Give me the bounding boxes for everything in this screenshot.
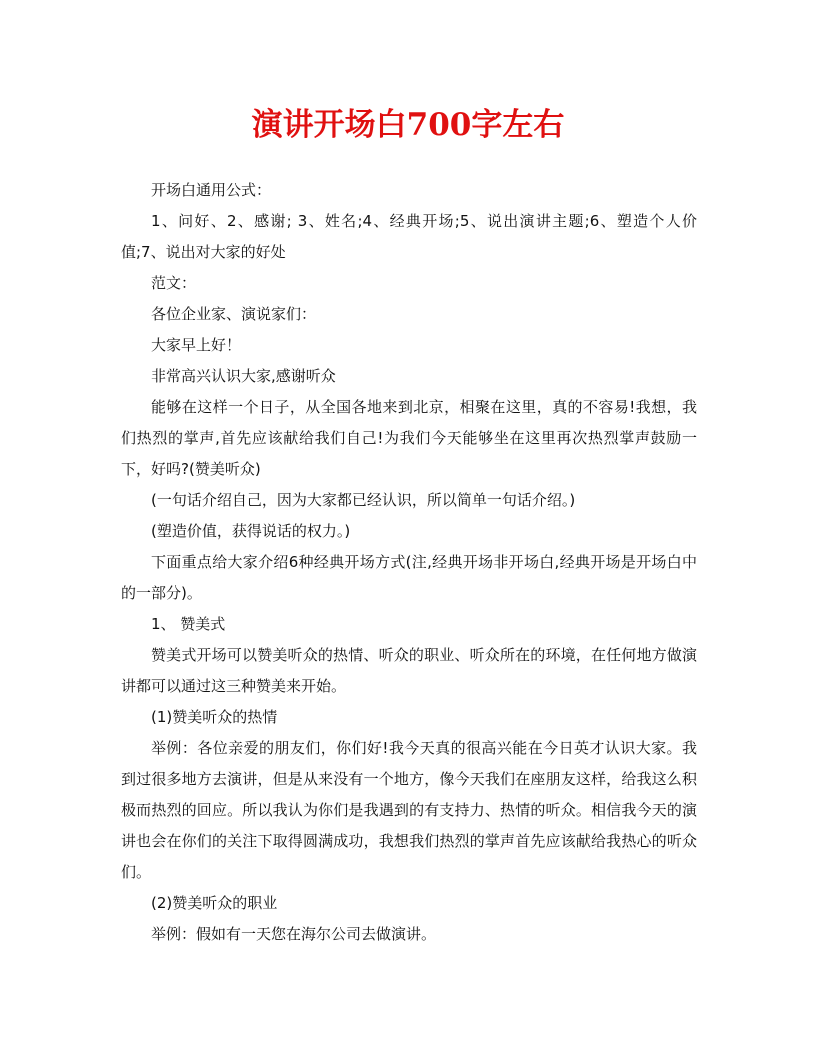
paragraph-profession-example: 举例：假如有一天您在海尔公司去做演讲。 [151, 925, 437, 943]
document-title: 演讲开场白700字左右 [251, 107, 565, 143]
paragraph-praise-enthusiasm: (1)赞美听众的热情 [151, 708, 278, 726]
paragraph-formula-heading: 开场白通用公式： [151, 181, 272, 199]
paragraph-praise-description: 赞美式开场可以赞美听众的热情、听众的职业、听众所在的环境，在任何地方做演讲都可以通过这三种赞美来开始。 [121, 646, 697, 695]
paragraph-enthusiasm-example: 举例：各位亲爱的朋友们，你们好!我今天真的很高兴能在今日英才认识大家。我到过很多地方去演讲，但是从来没有一个地方，像今天我们在座朋友这样，给我这么积极而热烈的回应。所以我认为你们是我遇到的有支持力、热情的听众。相信我今天的演讲也会在你们的关注下取得圆满成功，我想我们热烈的掌声首先应该献给我热心的听众们。 [121, 739, 697, 881]
paragraph-thanks: 非常高兴认识大家,感谢听众 [151, 367, 336, 385]
paragraph-formula-steps: 1、问好、2、感谢; 3、姓名;4、经典开场;5、说出演讲主题;6、塑造个人价值;7、说出对大家的好处 [121, 212, 697, 261]
paragraph-greeting-audience: 各位企业家、演说家们： [151, 305, 317, 323]
paragraph-six-methods: 下面重点给大家介绍6种经典开场方式(注,经典开场非开场白,经典开场是开场白中的一部分)。 [121, 553, 697, 602]
document-body [121, 175, 697, 950]
paragraph-praise-profession: (2)赞美听众的职业 [151, 894, 278, 912]
paragraph-praise-heading: 1、 赞美式 [151, 615, 226, 633]
paragraph-good-morning: 大家早上好！ [151, 336, 242, 354]
paragraph-value-note: (塑造价值，获得说话的权力。) [151, 522, 351, 540]
paragraph-self-intro-note: (一句话介绍自己，因为大家都已经认识，所以简单一句话介绍。) [151, 491, 576, 509]
paragraph-sample-heading: 范文： [151, 274, 197, 292]
paragraph-applause: 能够在这样一个日子，从全国各地来到北京，相聚在这里，真的不容易!我想，我们热烈的掌声,首先应该献给我们自己!为我们今天能够坐在这里再次热烈掌声鼓励一下，好吗?(赞美听众) [121, 398, 697, 478]
